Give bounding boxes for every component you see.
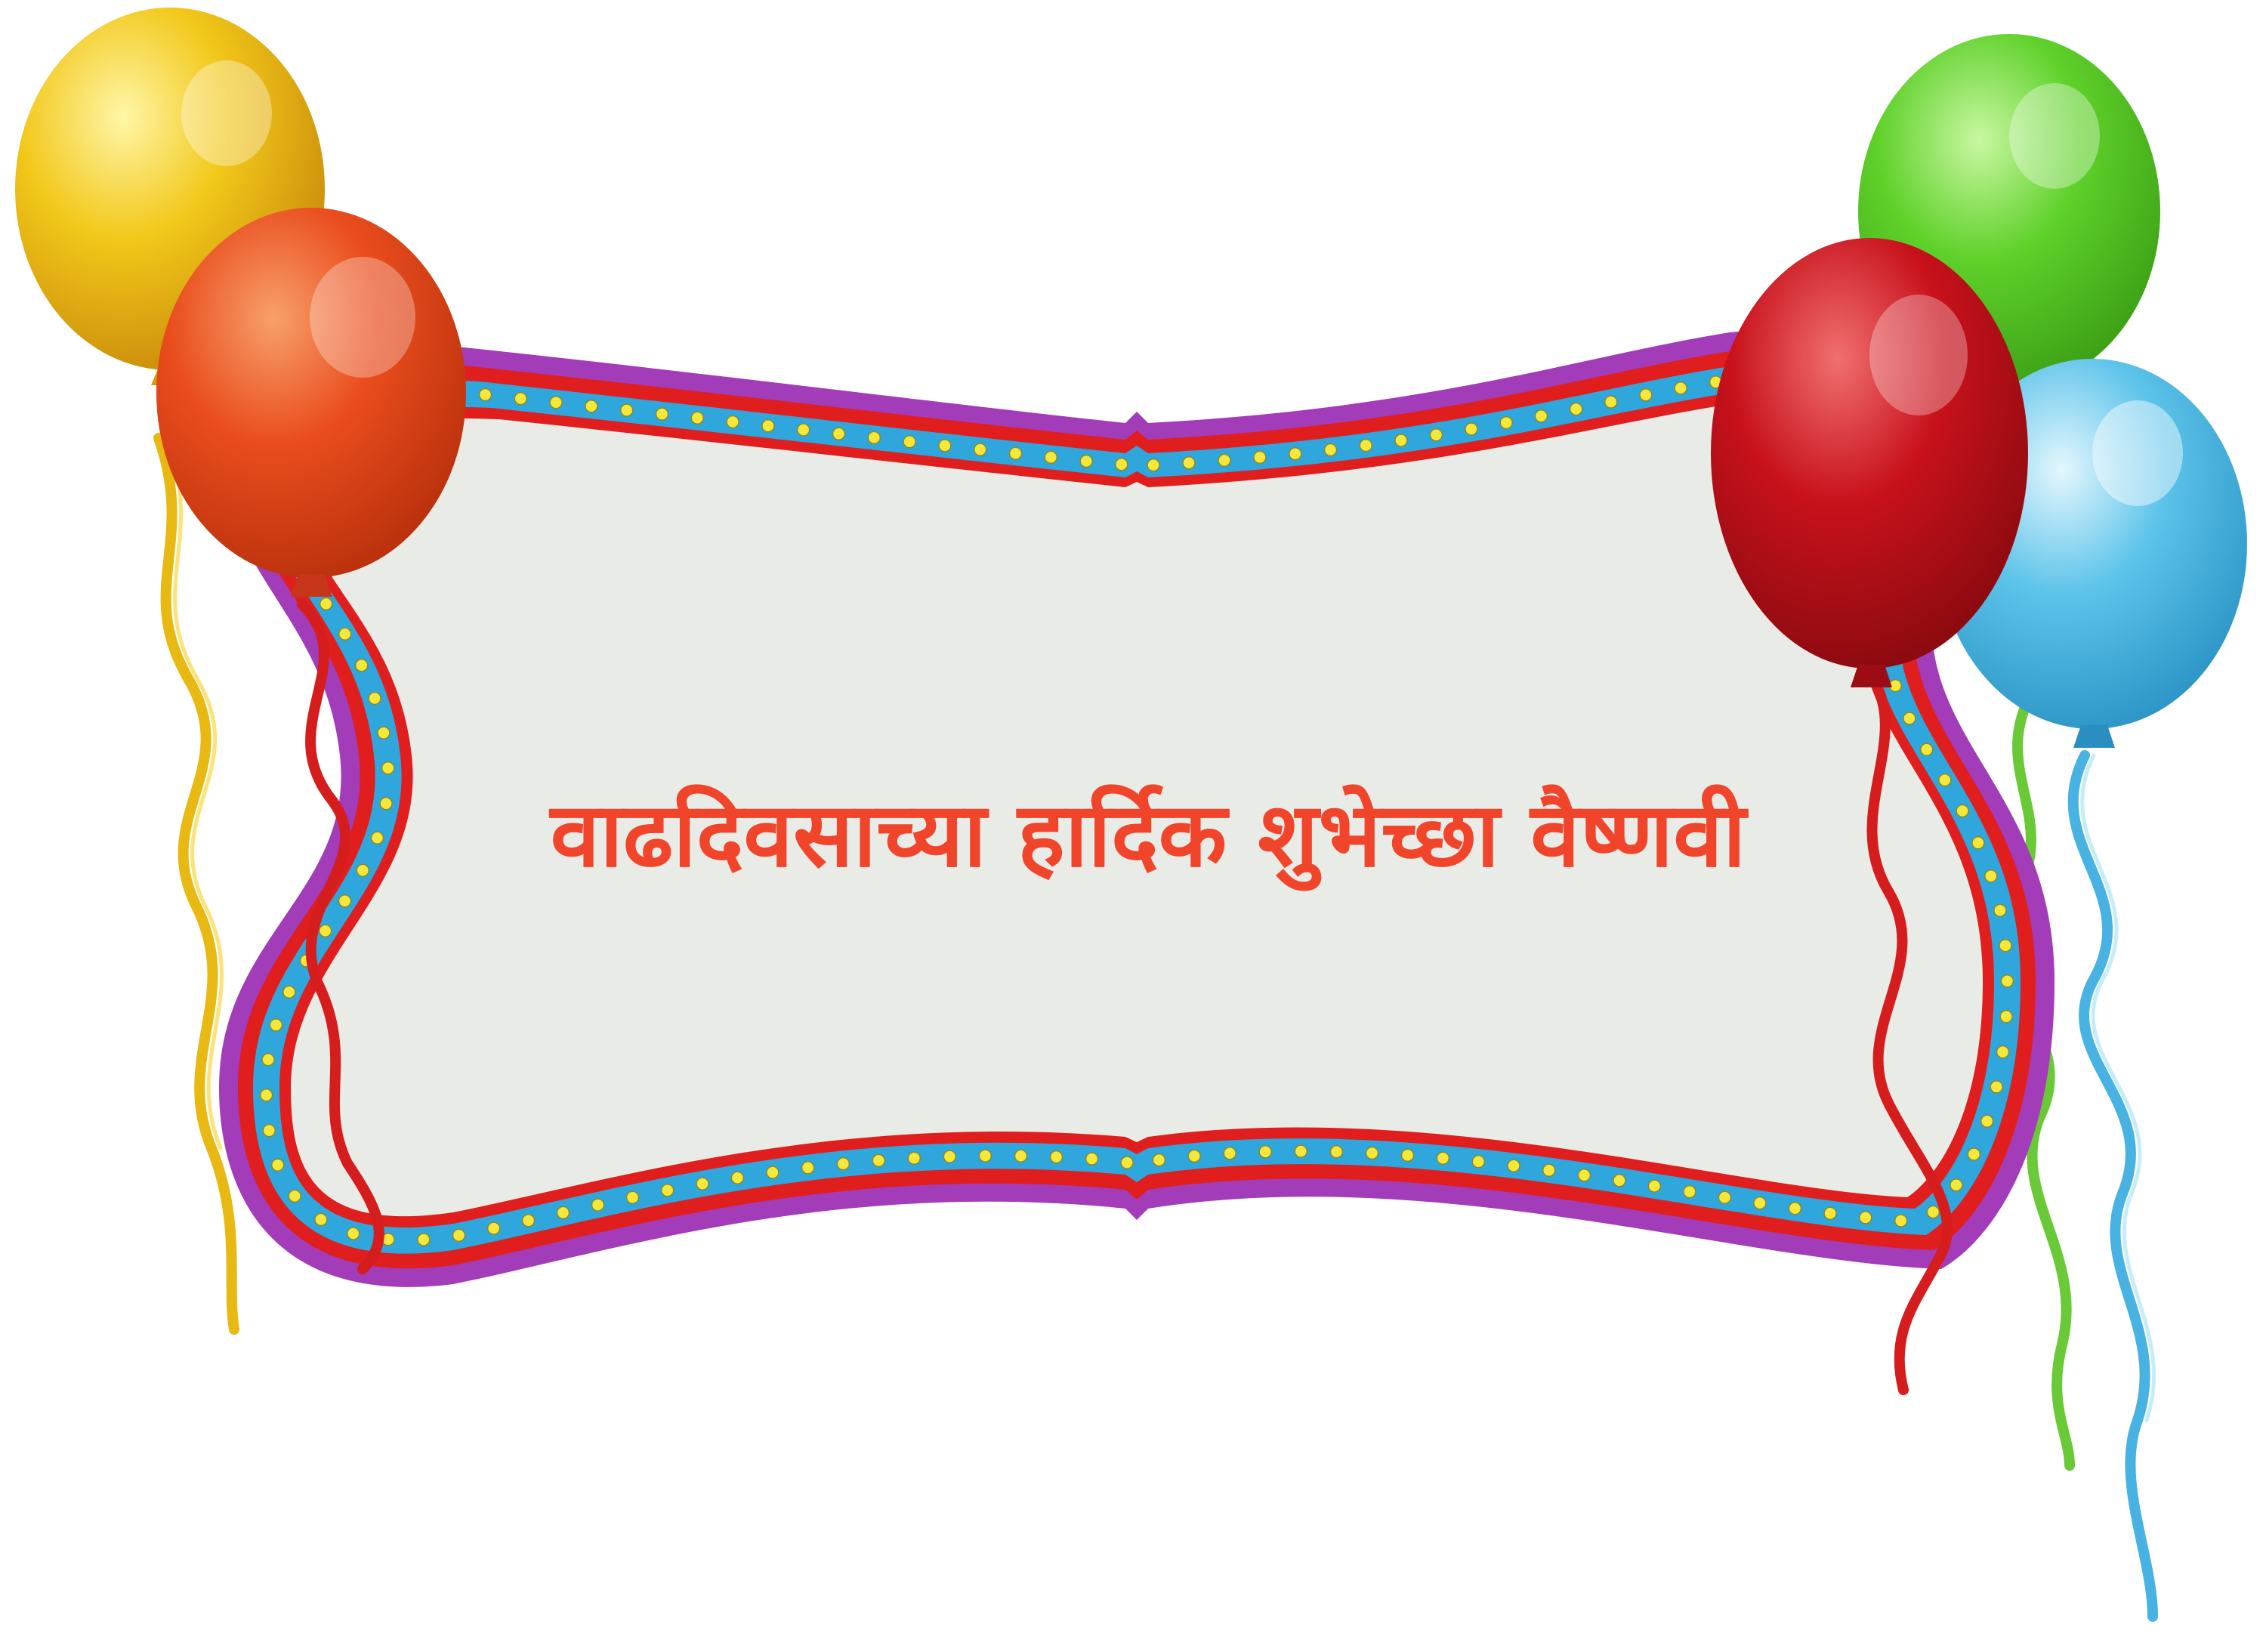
marquee-light-dot	[943, 1150, 955, 1163]
marquee-light-dot	[1121, 1156, 1133, 1169]
marquee-light-dot	[1903, 712, 1916, 724]
marquee-light-dot	[1289, 448, 1301, 460]
marquee-light-dot	[1981, 1115, 1993, 1127]
marquee-light-dot	[347, 1227, 360, 1240]
marquee-light-dot	[557, 1206, 570, 1218]
marquee-light-dot	[1259, 1146, 1271, 1158]
marquee-light-dot	[418, 1234, 430, 1246]
marquee-light-dot	[2000, 1011, 2012, 1023]
marquee-light-dot	[1366, 1147, 1378, 1159]
marquee-light-dot	[1437, 1152, 1449, 1164]
marquee-light-dot	[378, 727, 390, 739]
marquee-light-dot	[270, 1019, 282, 1031]
marquee-light-dot	[1985, 870, 1997, 882]
marquee-light-dot	[315, 1214, 327, 1226]
marquee-light-dot	[1927, 1206, 1939, 1218]
marquee-light-dot	[320, 597, 332, 610]
marquee-light-dot	[339, 895, 351, 907]
marquee-light-dot	[868, 431, 880, 443]
marquee-light-dot	[1956, 805, 1968, 817]
blue-ribbon	[2073, 755, 2153, 1616]
marquee-light-dot	[1224, 1147, 1236, 1159]
marquee-light-dot	[261, 1089, 273, 1101]
marquee-light-dot	[1086, 1153, 1098, 1165]
marquee-light-dot	[272, 1159, 284, 1171]
marquee-light-dot	[1402, 1149, 1414, 1161]
marquee-light-dot	[514, 393, 526, 405]
marquee-light-dot	[1330, 1146, 1342, 1158]
marquee-light-dot	[837, 1158, 849, 1170]
marquee-light-dot	[1994, 904, 2006, 916]
marquee-light-dot	[1508, 1159, 1520, 1172]
marquee-light-dot	[1153, 1154, 1165, 1166]
marquee-light-dot	[974, 443, 986, 455]
marquee-light-dot	[1860, 1212, 1872, 1224]
marquee-light-dot	[762, 420, 774, 432]
marquee-light-dot	[656, 408, 668, 420]
marquee-light-dot	[1188, 1150, 1200, 1162]
marquee-light-dot	[691, 412, 703, 424]
marquee-light-dot	[1950, 1179, 1962, 1191]
marquee-light-dot	[1972, 837, 1984, 849]
marquee-light-dot	[1218, 454, 1230, 466]
marquee-light-dot	[488, 1222, 500, 1234]
marquee-light-dot	[1675, 382, 1687, 394]
marquee-light-dot	[979, 1150, 991, 1162]
marquee-light-dot	[2001, 975, 2013, 987]
marquee-light-dot	[1535, 410, 1547, 422]
marquee-light-dot	[357, 864, 369, 876]
marquee-light-dot	[1824, 1207, 1836, 1219]
marquee-light-dot	[372, 832, 384, 844]
marquee-light-dot	[480, 389, 492, 401]
marquee-light-dot	[627, 1191, 639, 1203]
marquee-light-dot	[585, 400, 597, 412]
marquee-light-dot	[1295, 1145, 1307, 1157]
marquee-light-dot	[1183, 457, 1195, 469]
marquee-light-dot	[1578, 1169, 1590, 1181]
marquee-light-dot	[1570, 403, 1582, 415]
marquee-light-dot	[1465, 423, 1477, 435]
marquee-light-dot	[1648, 1180, 1660, 1192]
marquee-light-dot	[1613, 1175, 1625, 1187]
marquee-light-dot	[550, 397, 562, 409]
marquee-light-dot	[263, 1125, 275, 1137]
marquee-light-dot	[1718, 1191, 1730, 1203]
marquee-light-dot	[1395, 434, 1407, 446]
marquee-light-dot	[1684, 1186, 1696, 1198]
marquee-light-dot	[1968, 1148, 1980, 1160]
marquee-light-dot	[662, 1184, 674, 1197]
marquee-light-dot	[1080, 455, 1092, 468]
marquee-light-dot	[1045, 451, 1057, 463]
birthday-greeting-text: वाढदिवसाच्या हार्दिक शुभेच्छा वैष्णवी	[550, 782, 1746, 887]
marquee-light-dot	[523, 1215, 535, 1227]
marquee-light-dot	[1754, 1197, 1766, 1209]
marquee-light-dot	[1895, 1215, 1907, 1227]
marquee-light-dot	[903, 436, 915, 448]
marquee-light-dot	[453, 1229, 465, 1241]
marquee-light-dot	[1325, 444, 1337, 456]
marquee-light-dot	[727, 416, 739, 428]
marquee-light-dot	[1990, 1081, 2002, 1093]
marquee-light-dot	[872, 1154, 884, 1166]
marquee-light-dot	[1010, 447, 1022, 459]
marquee-light-dot	[798, 424, 810, 436]
marquee-light-dot	[1472, 1156, 1484, 1168]
marquee-light-dot	[339, 628, 351, 640]
marquee-light-dot	[1921, 743, 1933, 755]
marquee-light-dot	[908, 1152, 920, 1164]
marquee-light-dot	[592, 1199, 604, 1211]
marquee-light-dot	[262, 1054, 274, 1066]
marquee-light-dot	[696, 1178, 709, 1190]
marquee-light-dot	[1430, 429, 1442, 441]
marquee-light-dot	[283, 986, 295, 998]
marquee-light-dot	[1254, 451, 1266, 463]
marquee-light-dot	[1939, 774, 1951, 786]
marquee-light-dot	[621, 404, 633, 416]
marquee-light-dot	[369, 693, 381, 705]
marquee-light-dot	[1015, 1150, 1027, 1162]
marquee-light-dot	[1500, 417, 1512, 429]
left-ribbons	[159, 438, 234, 1329]
marquee-light-dot	[731, 1172, 743, 1184]
marquee-light-dot	[1789, 1203, 1801, 1215]
marquee-light-dot	[767, 1166, 779, 1178]
marquee-light-dot	[382, 762, 394, 774]
marquee-light-dot	[802, 1162, 814, 1174]
marquee-light-dot	[1360, 440, 1372, 452]
marquee-light-dot	[356, 659, 368, 672]
marquee-light-dot	[1997, 1046, 2009, 1058]
marquee-light-dot	[380, 798, 392, 810]
marquee-light-dot	[833, 428, 845, 440]
marquee-light-dot	[289, 1190, 301, 1202]
marquee-light-dot	[1051, 1151, 1063, 1163]
marquee-light-dot	[1640, 389, 1652, 401]
marquee-light-dot	[1147, 459, 1159, 471]
marquee-light-dot	[1543, 1164, 1555, 1176]
marquee-light-dot	[320, 925, 332, 937]
marquee-light-dot	[1605, 396, 1617, 408]
marquee-light-dot	[939, 440, 951, 452]
marquee-light-dot	[1116, 459, 1128, 471]
marquee-light-dot	[1999, 940, 2011, 952]
